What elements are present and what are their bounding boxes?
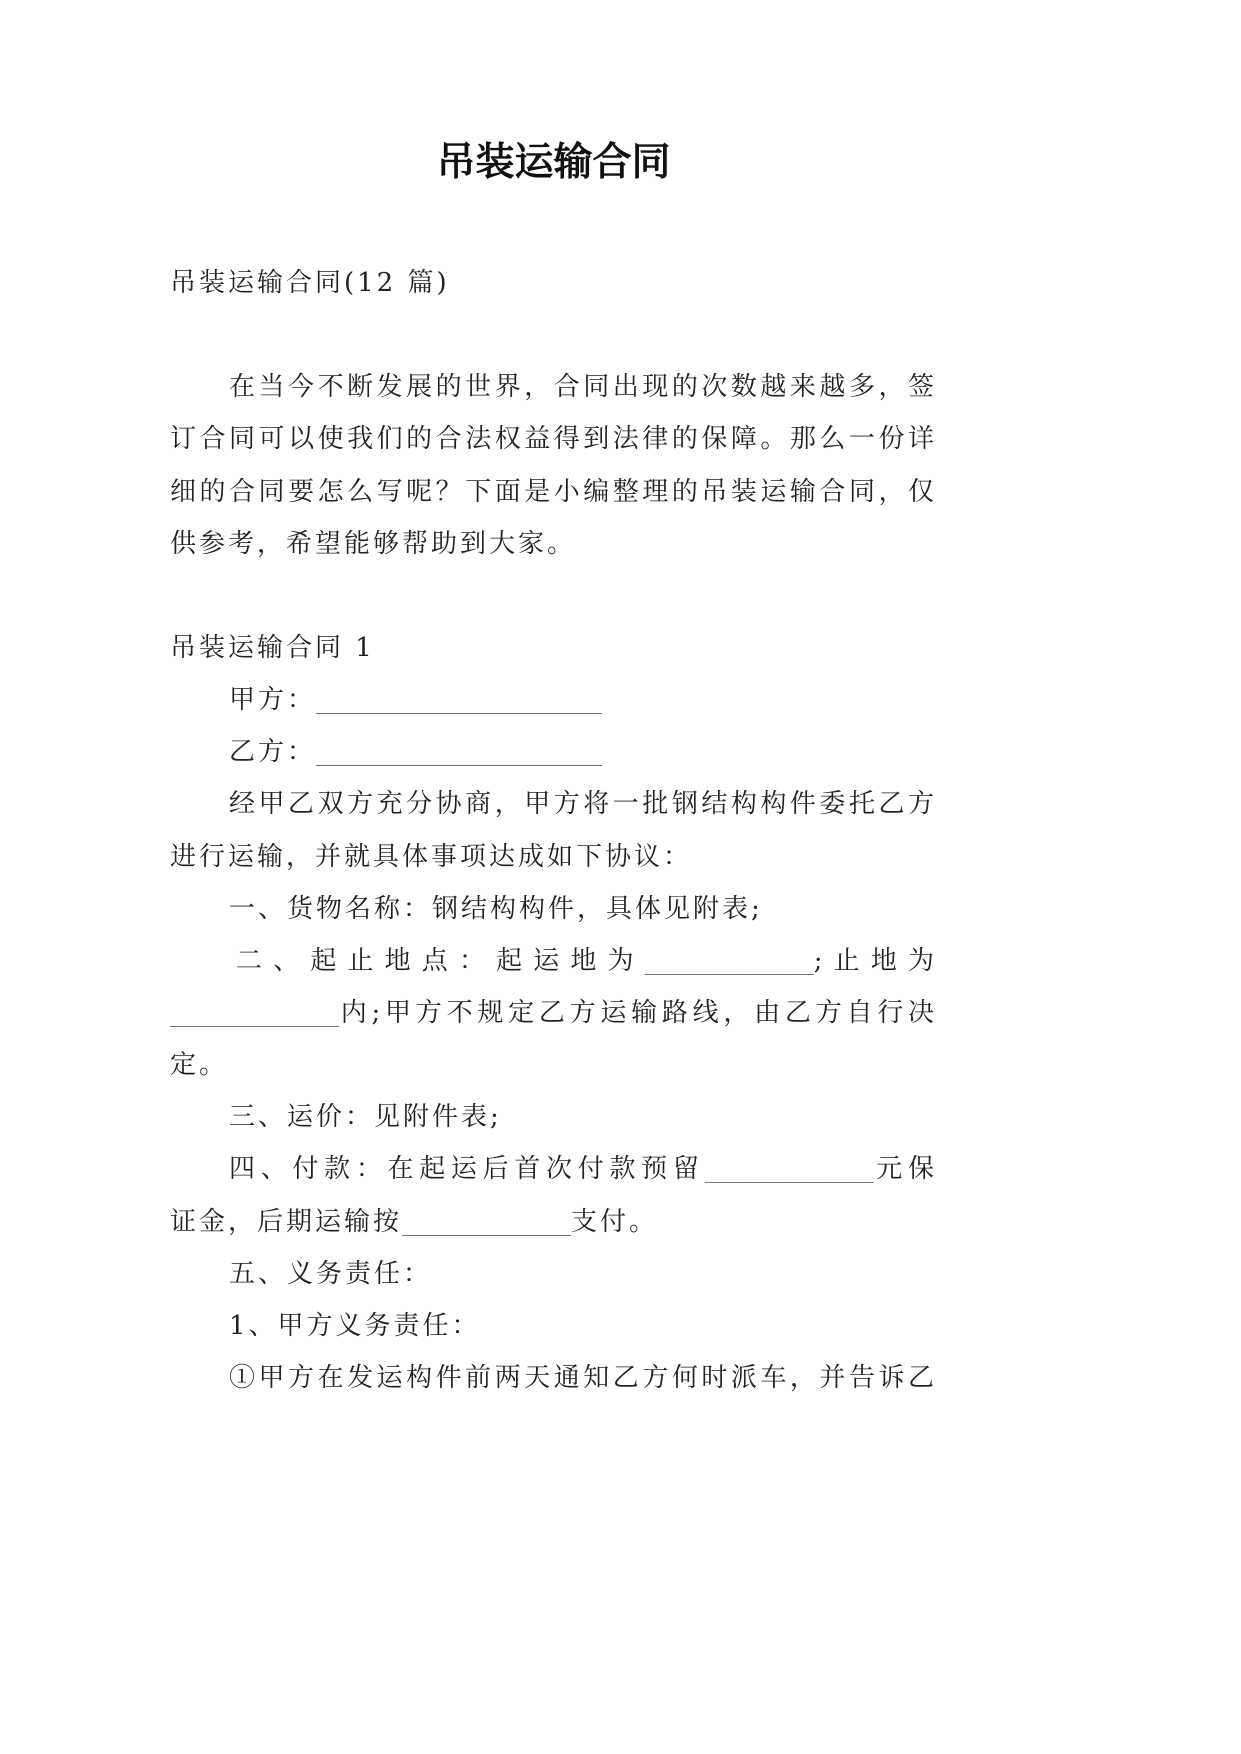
clause-line: 定。 [170, 1050, 229, 1081]
clause-line: _____________内;甲方不规定乙方运输路线，由乙方自行决 [170, 987, 937, 1039]
clause-line: 进行运输，并就具体事项达成如下协议： [170, 841, 693, 872]
intro-line: 在当今不断发展的世界，合同出现的次数越来越多，签 [229, 372, 937, 403]
party-a-line: 甲方：______________________ [170, 674, 937, 726]
party-b-line: 乙方：______________________ [170, 726, 937, 778]
blank-field: _____________ [704, 1154, 874, 1185]
blank-field: ______________________ [316, 737, 603, 768]
blank-field: _____________ [402, 1206, 572, 1237]
clause-line: 一、货物名称：钢结构构件，具体见附表; [229, 893, 763, 924]
intro-line: 订合同可以使我们的合法权益得到法律的保障。那么一份详 [170, 424, 937, 455]
clause-line: 经甲乙双方充分协商，甲方将一批钢结构构件委托乙方 [229, 789, 937, 820]
intro-line: 供参考，希望能够帮助到大家。 [170, 528, 577, 559]
section-heading: 吊装运输合同 1 [170, 632, 375, 663]
clause-line: 三、运价：见附件表; [229, 1102, 502, 1133]
clause-line: 五、义务责任： [229, 1258, 433, 1289]
clause-line: 四、付款：在起运后首次付款预留_____________元保 [170, 1143, 937, 1195]
clause-line: 1、甲方义务责任： [229, 1310, 481, 1341]
collection-heading: 吊装运输合同(12 篇) [170, 268, 450, 298]
clause-line: ①甲方在发运构件前两天通知乙方何时派车，并告诉乙 [229, 1362, 937, 1393]
blank-field: _____________ [170, 997, 339, 1028]
clause-line: 证金，后期运输按_____________支付。 [170, 1196, 937, 1248]
blank-field: ______________________ [316, 685, 603, 716]
clause-line: 二、起止地点：起运地为_____________;止地为 [170, 935, 937, 987]
document-title: 吊装运输合同 [436, 139, 671, 185]
document-body [170, 257, 937, 1404]
blank-field: _____________ [644, 945, 814, 976]
intro-line: 细的合同要怎么写呢？下面是小编整理的吊装运输合同，仅 [170, 476, 937, 507]
